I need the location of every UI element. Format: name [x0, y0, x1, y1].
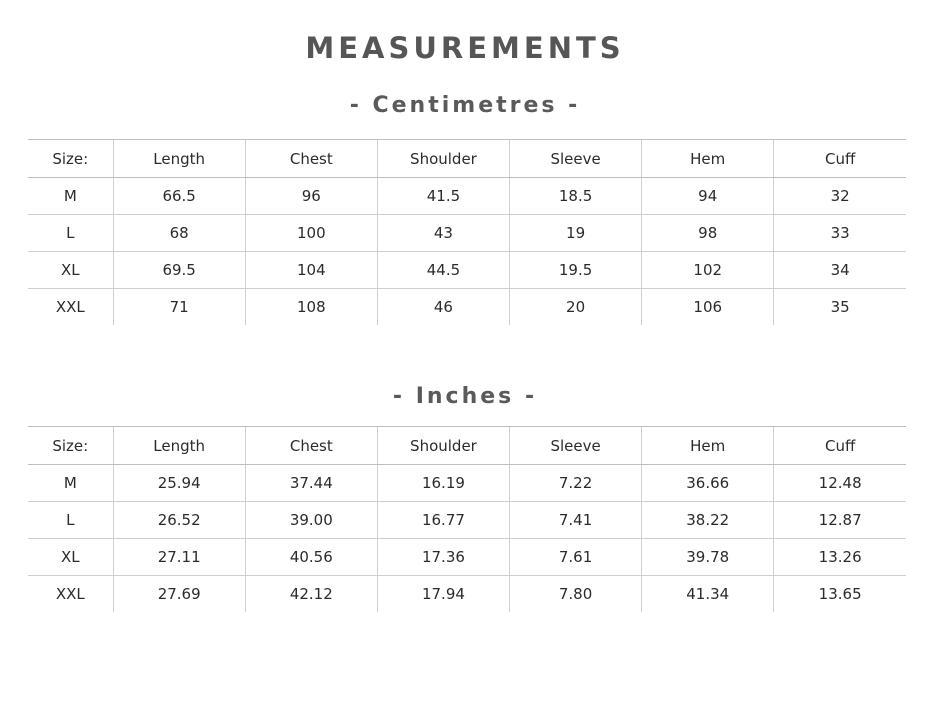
- cell-shoulder: 17.36: [377, 539, 509, 576]
- cell-size: M: [28, 178, 113, 215]
- column-header-size: Size:: [28, 140, 113, 178]
- cell-chest: 39.00: [245, 502, 377, 539]
- cell-cuff: 12.87: [774, 502, 906, 539]
- column-header-sleeve: Sleeve: [510, 427, 642, 465]
- cell-chest: 40.56: [245, 539, 377, 576]
- cell-cuff: 12.48: [774, 465, 906, 502]
- cell-sleeve: 7.61: [510, 539, 642, 576]
- column-header-cuff: Cuff: [774, 140, 906, 178]
- cell-hem: 98: [642, 215, 774, 252]
- cell-shoulder: 46: [377, 289, 509, 326]
- cell-length: 27.69: [113, 576, 245, 613]
- column-header-hem: Hem: [642, 427, 774, 465]
- inches-size-table: [28, 426, 906, 612]
- column-header-length: Length: [113, 140, 245, 178]
- cell-cuff: 13.26: [774, 539, 906, 576]
- table-row: [28, 576, 906, 613]
- cell-hem: 36.66: [642, 465, 774, 502]
- cell-length: 71: [113, 289, 245, 326]
- cell-size: XL: [28, 539, 113, 576]
- centimetres-size-table: [28, 139, 906, 325]
- cell-hem: 38.22: [642, 502, 774, 539]
- cell-chest: 108: [245, 289, 377, 326]
- column-header-chest: Chest: [245, 427, 377, 465]
- table-row: [28, 215, 906, 252]
- centimetres-section-title: - Centimetres -: [349, 93, 581, 118]
- cell-chest: 100: [245, 215, 377, 252]
- inches-section-title: - Inches -: [392, 384, 538, 409]
- column-header-length: Length: [113, 427, 245, 465]
- cell-size: XXL: [55, 585, 85, 603]
- table-row: [28, 539, 906, 576]
- cell-length: 26.52: [113, 502, 245, 539]
- table-row: [28, 289, 906, 326]
- page-title: MEASUREMENTS: [305, 31, 625, 65]
- cell-length: 66.5: [113, 178, 245, 215]
- cell-sleeve: 7.80: [510, 576, 642, 613]
- cell-shoulder: 16.77: [377, 502, 509, 539]
- cell-hem: 41.34: [642, 576, 774, 613]
- cell-shoulder: 44.5: [377, 252, 509, 289]
- cell-sleeve: 19: [510, 215, 642, 252]
- table-row: [28, 252, 906, 289]
- cell-cuff: 32: [774, 178, 906, 215]
- cell-hem: 94: [642, 178, 774, 215]
- column-header-cuff: Cuff: [774, 427, 906, 465]
- cell-sleeve: 18.5: [510, 178, 642, 215]
- table-row: [28, 465, 906, 502]
- cell-hem: 39.78: [642, 539, 774, 576]
- cell-size: M: [28, 465, 113, 502]
- column-header-hem: Hem: [642, 140, 774, 178]
- column-header-shoulder: Shoulder: [377, 140, 509, 178]
- cell-shoulder: 41.5: [377, 178, 509, 215]
- table-row: [28, 178, 906, 215]
- column-header-chest: Chest: [245, 140, 377, 178]
- cell-cuff: 13.65: [774, 576, 906, 613]
- cell-cuff: 35: [774, 289, 906, 326]
- cell-size: XXL: [55, 298, 85, 316]
- cell-length: 25.94: [113, 465, 245, 502]
- table-header-row: [28, 140, 906, 178]
- table-header-row: [28, 427, 906, 465]
- cell-hem: 106: [642, 289, 774, 326]
- cell-length: 69.5: [113, 252, 245, 289]
- cell-sleeve: 19.5: [510, 252, 642, 289]
- cell-length: 27.11: [113, 539, 245, 576]
- cell-length: 68: [113, 215, 245, 252]
- cell-chest: 104: [245, 252, 377, 289]
- cell-size: XL: [28, 252, 113, 289]
- cell-sleeve: 20: [510, 289, 642, 326]
- cell-shoulder: 43: [377, 215, 509, 252]
- cell-chest: 96: [245, 178, 377, 215]
- cell-chest: 37.44: [245, 465, 377, 502]
- cell-shoulder: 17.94: [377, 576, 509, 613]
- column-header-size: Size:: [28, 427, 113, 465]
- cell-hem: 102: [642, 252, 774, 289]
- table-row: [28, 502, 906, 539]
- cell-shoulder: 16.19: [377, 465, 509, 502]
- cell-cuff: 34: [774, 252, 906, 289]
- column-header-sleeve: Sleeve: [510, 140, 642, 178]
- cell-cuff: 33: [774, 215, 906, 252]
- cell-sleeve: 7.22: [510, 465, 642, 502]
- column-header-shoulder: Shoulder: [377, 427, 509, 465]
- cell-chest: 42.12: [245, 576, 377, 613]
- cell-size: L: [28, 215, 113, 252]
- cell-sleeve: 7.41: [510, 502, 642, 539]
- cell-size: L: [28, 502, 113, 539]
